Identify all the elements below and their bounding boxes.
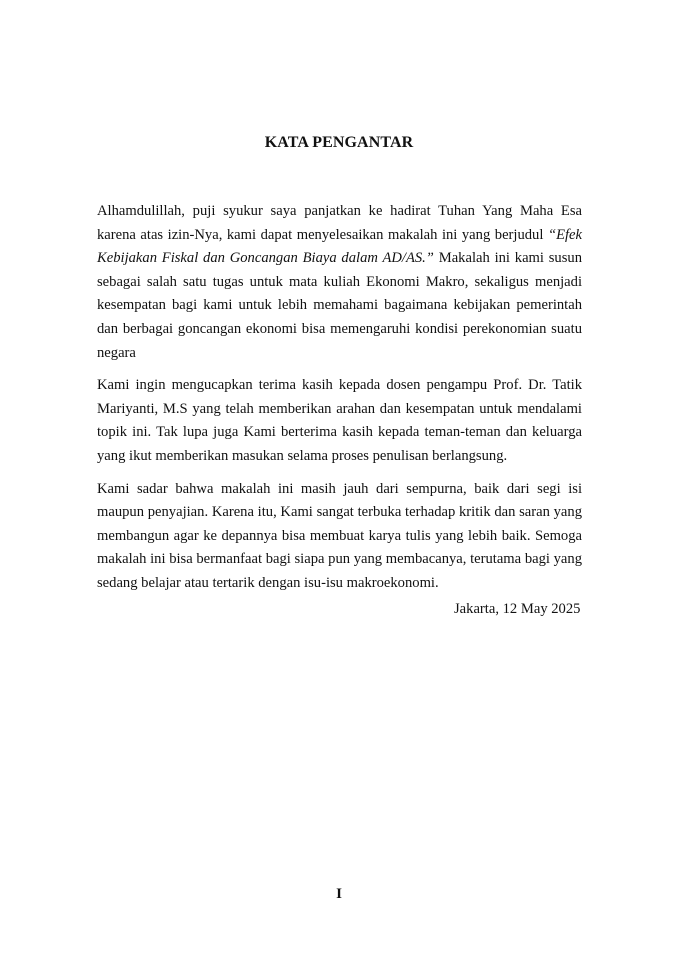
document-body: [97, 200, 582, 605]
place-date-signoff: Jakarta, 12 May 2025: [454, 601, 581, 617]
paragraph-intro-rest: Makalah ini kami susun sebagai salah satu tugas untuk mata kuliah Ekonomi Makro, sekaligus menjadi kesempatan bagi kami untuk lebih memahami bagaimana kebijakan pemerintah dan berbagai goncangan ekonomi bisa memengaruhi kondisi perekonomian suatu negara: [97, 250, 582, 361]
paragraph-closing: Kami sadar bahwa makalah ini masih jauh dari sempurna, baik dari segi isi maupun penyajian. Karena itu, Kami sangat terbuka terhadap kritik dan saran yang membangun agar ke depannya bisa membuat karya tulis yang lebih baik. Semoga makalah ini bisa bermanfaat bagi siapa pun yang membacanya, terutama bagi yang sedang belajar atau tertarik dengan isu-isu makroekonomi.: [97, 480, 582, 591]
paragraph-intro-lead: Alhamdulillah, puji syukur saya panjatkan ke hadirat Tuhan Yang Maha Esa karena atas izin-Nya, kami dapat menyelesaikan makalah ini yang berjudul: [97, 203, 582, 243]
paragraph-intro: [97, 200, 582, 365]
paper-title-italic: “Efek Kebijakan Fiskal dan Goncangan Biaya dalam AD/AS.”: [97, 226, 582, 267]
paragraph-thanks: Kami ingin mengucapkan terima kasih kepada dosen pengampu Prof. Dr. Tatik Mariyanti, M.S yang telah memberikan arahan dan kesempatan untuk mendalami topik ini. Tak lupa juga Kami berterima kasih kepada teman-teman dan keluarga yang ikut memberikan masukan selama proses penulisan berlangsung.: [97, 377, 582, 464]
page-title: KATA PENGANTAR: [264, 134, 414, 151]
page-number: I: [336, 886, 342, 902]
